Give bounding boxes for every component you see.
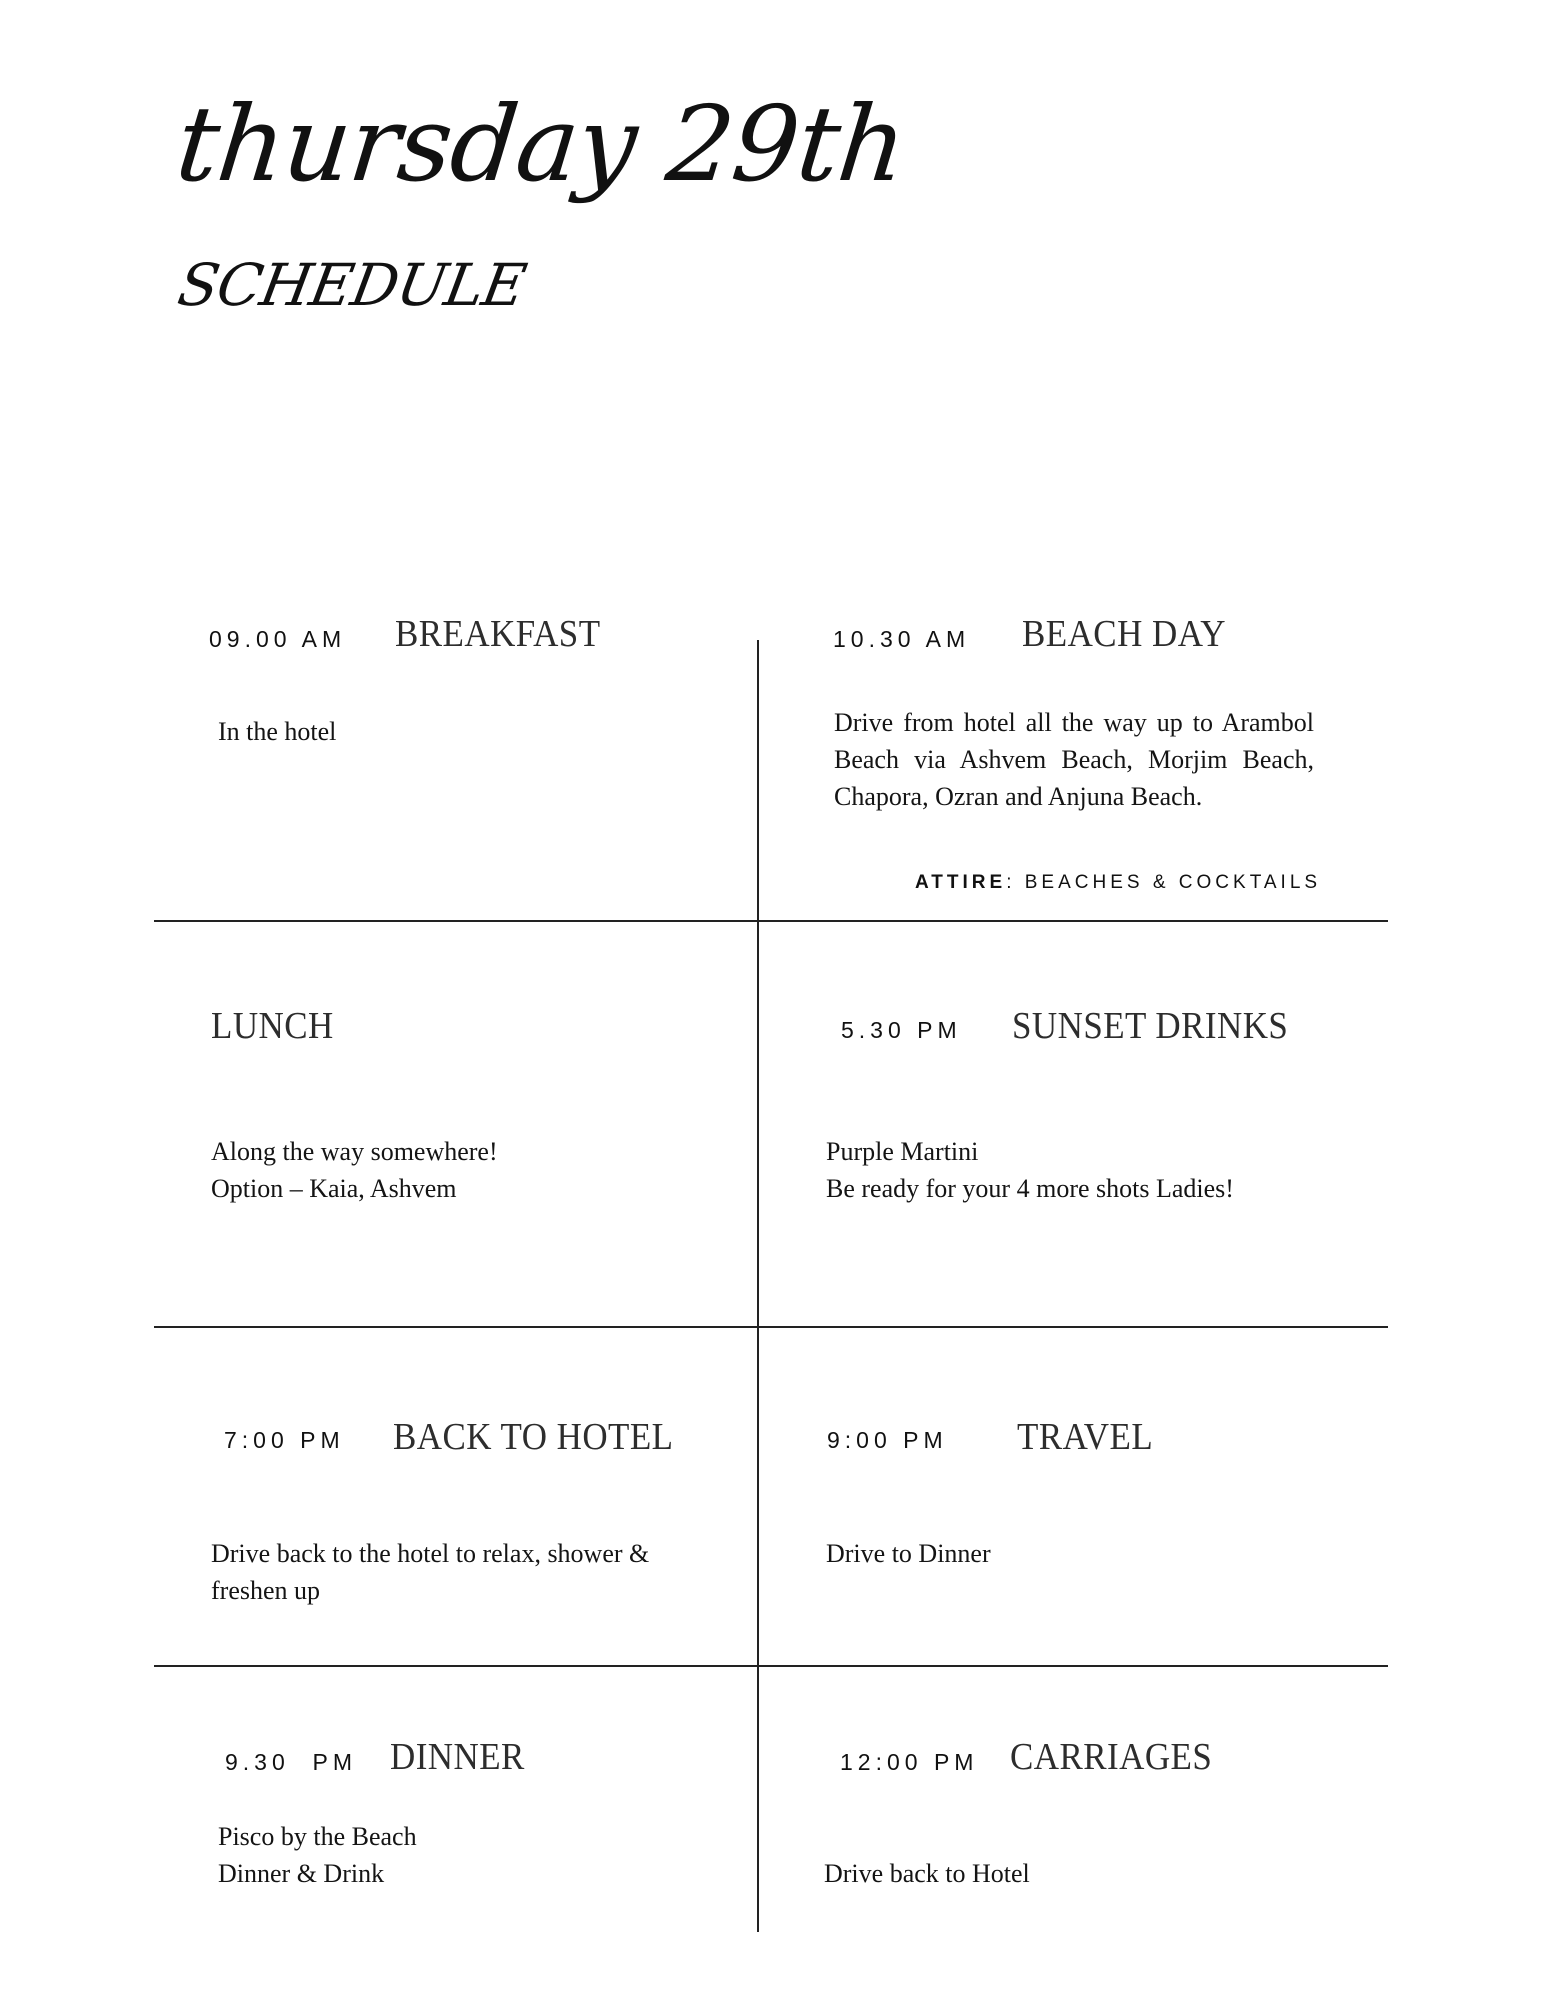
page-title: thursday 29th: [171, 83, 912, 205]
time-label: 5.30 PM: [841, 1017, 962, 1043]
event-description: Drive to Dinner: [826, 1539, 991, 1568]
column-divider: [757, 640, 759, 1932]
attire-label: ATTIRE: [915, 872, 1007, 893]
event-description: Drive back to the hotel to relax, shower & freshen up: [211, 1539, 650, 1605]
attire-note: [915, 872, 1321, 894]
event-description: Drive back to Hotel: [824, 1859, 1030, 1888]
event-title: SUNSET DRINKS: [1012, 1005, 1289, 1047]
event-description: Pisco by the Beach Dinner & Drink: [218, 1822, 417, 1888]
event-description: In the hotel: [218, 717, 337, 746]
event-title: CARRIAGES: [1010, 1736, 1213, 1778]
row-divider: [154, 1665, 1388, 1667]
event-description: Along the way somewhere! Option – Kaia, Ashvem: [211, 1137, 498, 1203]
event-title: BREAKFAST: [395, 613, 601, 655]
time-label: 12:00 PM: [840, 1749, 979, 1775]
time-label: 09.00 AM: [209, 626, 347, 652]
row-divider: [154, 920, 1388, 922]
event-title: DINNER: [390, 1736, 525, 1778]
row-divider: [154, 1326, 1388, 1328]
time-label: 7:00 PM: [224, 1427, 345, 1453]
event-title: LUNCH: [211, 1005, 334, 1047]
page-subtitle: SCHEDULE: [173, 251, 531, 319]
time-label: 9.30 PM: [225, 1749, 358, 1775]
event-title: TRAVEL: [1017, 1416, 1154, 1458]
time-label: 9:00 PM: [827, 1427, 948, 1453]
event-description: Purple Martini Be ready for your 4 more shots Ladies!: [826, 1137, 1234, 1203]
attire-value: : BEACHES & COCKTAILS: [1006, 872, 1322, 893]
event-title: BEACH DAY: [1022, 613, 1226, 655]
event-description: Drive from hotel all the way up to Arambol Beach via Ashvem Beach, Morjim Beach, Chapora, Ozran and Anjuna Beach.: [834, 708, 1314, 811]
time-label: 10.30 AM: [833, 626, 971, 652]
event-title: BACK TO HOTEL: [393, 1416, 674, 1458]
